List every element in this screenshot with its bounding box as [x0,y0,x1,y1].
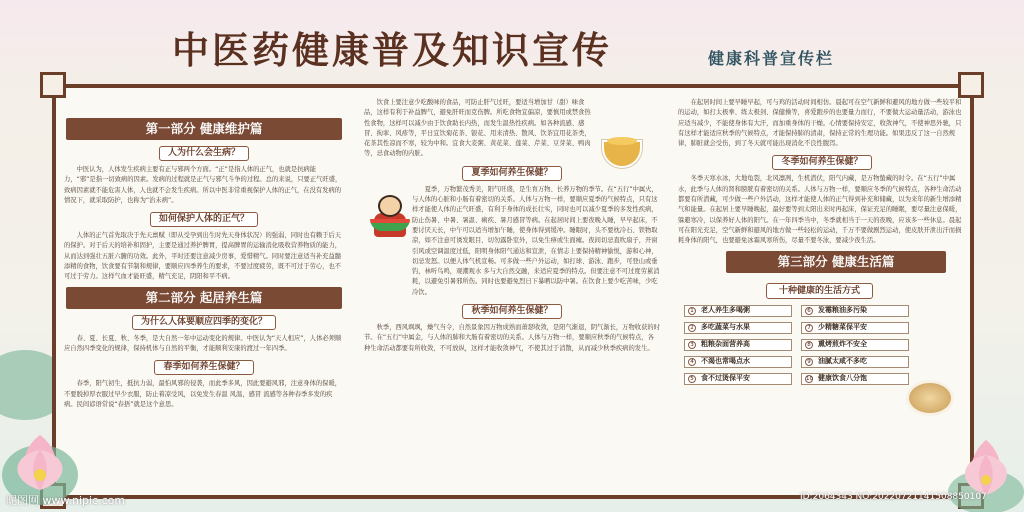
number-badge: 5 [688,375,696,383]
list-item [801,356,909,368]
healthy-lifestyle-list-title: 十种健康的生活方式 [766,283,873,299]
list-item [801,305,909,317]
question-spring: 春季如何养生保健？ [154,360,253,375]
section-header-part-three: 第三部分 健康生活篇 [726,251,946,273]
question-summer: 夏季如何养生保健？ [462,166,561,181]
paragraph-why-sick: 中医认为，人体发生疾病主要有正与邪两个方面。“正”是指人体的正气，也就是抗病能力，“邪”是指一切致病的因素。发病的过程就是正气与邪气斗争的过程。总的来说，只要正气旺盛，致病因素就不能危害人体，人也就不会发生疾病。所以中医非常重视保护人体的正气，在没有发病的情况下，就采取防护，也称为“治未病”。 [64,166,342,204]
watermark-right: ID:2064343 NO:20220721141508850107 [800,492,987,502]
number-badge: 6 [805,307,813,315]
page-subtitle: 健康科普宣传栏 [708,49,835,68]
list-item-text: 油腻太咸不多吃 [818,357,867,366]
paragraph-four-seasons: 春、夏、长夏、秋、冬季，是大自然一年中运动变化的规律。中医认为“天人相应”，人体必须顺应自然四季变化的规律，保持机体与自然的平衡，才能顺利安康的渡过一年四季。 [64,334,342,352]
question-autumn: 秋季如何养生保健？ [462,304,561,319]
watermark-left: 昵图网 www.nipic.com [6,494,126,507]
number-badge: 10 [806,375,813,382]
paragraph-spring-diet: 饮食上要注意少吃酸味的食品，可防止肝气过旺，要适当增加甘（甜）味食品，这样有利于补益脾气，避免肝旺而克伤脾。所吃食物宜偏凉，要慎用或禁食热性食物，这样可以减少由于饮食助长内热，而发生温热性疾病。如各种流感、感冒、拘挛、风疹等，平日宜饮菊花茶、银花、用来清热、散风、饮茶宜用花茶类，花茶其性凉而不寒，较为中和。宜食大麦粥、黄花菜、莲菜、芹菜、豆芽菜、鸭肉等，忌食动物的内脏。 [364,99,591,158]
question-winter: 冬季如何养生保健？ [772,155,871,170]
list-item [684,373,792,385]
list-item-text: 健康饮食八分饱 [818,374,867,383]
question-why-sick: 人为什么会生病？ [159,146,249,161]
list-item [684,339,792,351]
list-item [801,373,909,385]
column-part-three [678,98,966,385]
frame-corner-ornament [40,72,66,98]
question-four-seasons: 为什么人体要顺应四季的变化？ [132,315,276,330]
section-header-part-one: 第一部分 健康维护篇 [66,118,342,140]
list-item [801,339,909,351]
number-badge: 3 [688,341,696,349]
list-item [684,322,792,334]
list-item [684,305,792,317]
paragraph-summer: 夏季，万物繁茂秀美，阳气旺盛，是生育万物、长养万物的季节。在“五行”中属火，与人体的心脏和小肠有着密切的关系。人体与万物一样，要顺应夏季的气候特点，只有这样才能使人体的正气旺盛，有利于身体的成长壮实，同时也可以减少夏季的多发性疾病，防止伤暑、中暑、暑温、痢疾、暑月感冒等病。在起居时间上要夜晚入睡，早早起床，不要讨厌天长，中午可以适当增加午睡，使身体得到缓冲。睡眠时，头不要枕冷石、铁物取凉，如不注意可诱发眼目、切勿露卧室外，以免生痹或生面瘫。夜间切忌直吹扇子，开窗引风或空调温度过低，阳明身体阳气通达和宣泄，在情志上要保持精神愉悦，游和心神，切忌发怒。以便人体气机宣畅。可多做一些户外运动，如打球、游泳、跑步，可登山或垂钓，林听鸟鸣，观潮观水 多与大自然交融，来适应夏季的特点。但要注意不可过度劳累消耗，以避免引暑邪所伤。同时也要避免烈日下暴晒以防中暑。在饮食上要少吃苦味，少吃冷饮。 [412,185,660,296]
healthy-lifestyle-list [678,305,966,385]
paragraph-autumn-living: 在起居时间上要早睡早起，可与鸡的活动时间相仿。晨起可在空气新鲜和避风的地方做一些较平和的运动，如打太极拳、练太极剑、保健操等，喜爱跑步的也要量力而行，不要做大运动量活动，游泳也应适当减少，不能使身体有大汗，而加重身体的干燥。心情要保持安定，收敛神气，不使神思外驰，只有这样才能适应秋季的气候特点，才能保持肺的清肃，保持正常的生理功能。如果违反了这一自然规律，肺脏就会受伤，到了冬天就可能出现消化不良性腹泻。 [678,99,962,148]
section-header-part-two: 第二部分 起居养生篇 [66,287,342,309]
number-badge: 8 [805,341,813,349]
list-item-text: 发霉粮油多污染 [818,306,867,315]
number-badge: 1 [688,307,696,315]
page-title: 中医药健康普及知识宣传 [172,28,612,72]
list-item-text: 不渴也常喝点水 [701,357,750,366]
question-protect-qi: 如何保护人体的正气？ [150,212,258,227]
list-item [684,356,792,368]
congee-bowl-illustration [906,380,954,416]
frame-corner-ornament [958,72,984,98]
paragraph-spring: 春季，阳气初生，抵抗力弱，最怕风邪的侵袭，而此季多风，因此要避风邪，注意身体的保暖，不要脱掉厚衣服过早少衣服，防止着凉受风，以免发生春温 风温，感冒 流感等各种春季多发的疾病。民间谚语常说“春捂”就是这个意思。 [64,380,342,408]
list-item [801,322,909,334]
list-item-text: 少精糖菜保平安 [818,323,867,332]
list-item-text: 熏烤煎炸不安全 [818,340,867,349]
list-item-text: 粗粮杂面营养高 [701,340,750,349]
list-item-text: 老人养生多喝粥 [701,306,750,315]
column-part-one [64,118,344,412]
number-badge: 9 [805,358,813,366]
paragraph-winter: 冬季天寒水冰，大地龟裂，北风凛冽，生机潜伏，阳气内藏，是万物蛰藏的时令。在“五行”中属水，此季与人体的肾和膀胱有着密切的关系。人体与万物一样，要顺应冬季的气候特点，各种生命活动都要有所潜藏，可少做一些户外活动，这样才能使人体的正气得到补充和储藏，以为来年的新生增添精气和能量。在起居上要早睡晚起，最好要等到太阳出来时再起床，保证充足的睡眠，要尽量注意保暖，躲避寒冷，以保养好人体的阳气。在一年四季当中，冬季就相当于一天的夜晚，应该多一些休息。晨起可在阳光充足，空气新鲜和避风的地方做一些轻松的运动，千万不要做剧烈运动，使皮肤开泄出汗而损耗身体的阳气，也要避免冰霜风寒所伤，尽量不要冬泳，要减少夜生活。 [678,175,962,245]
paragraph-autumn: 秋季，西风飒飒，燥气当令，自然景象因万物成熟而萧瑟收敛，是阳气渐退，阴气渐长，万物收获的时节。在“五行”中属金，与人体的肺和大肠有着密切的关系。人体与万物一样，要顺应秋季的气候特点，各种生命活动都要有所收敛，不可放纵，这样才能收敛神气，不使其过于消散，从而减少秋季疾病的发生。 [364,324,660,352]
number-badge: 2 [688,324,696,332]
list-item-text: 多吃蔬菜与水果 [701,323,750,332]
number-badge: 7 [805,324,813,332]
child-eating-watermelon-illustration [370,195,410,240]
paragraph-protect-qi: 人体的正气首先取决于先天禀赋（即从受孕到出生时先天身体状况）的强弱，同时也有赖于后天的保护。对于后天的培补和固护，主要是通过养护脾胃，提高脾胃的运输消化吸收营养物质的能力，从而达到强壮五脏六腑的功效。此外，平时还要注意减少房事，爱惜精气。同时要注意适当补充益髓添精的食物，饮食要有节制和规律，要顺应四季养生的要求，不要过度疲劳，既不可过于劳心，也不可过于劳力。这样气血才能旺盛，精气充足，阴阳和平不病。 [64,232,342,281]
number-badge: 4 [688,358,696,366]
list-item-text: 食不过烫保平安 [701,374,750,383]
